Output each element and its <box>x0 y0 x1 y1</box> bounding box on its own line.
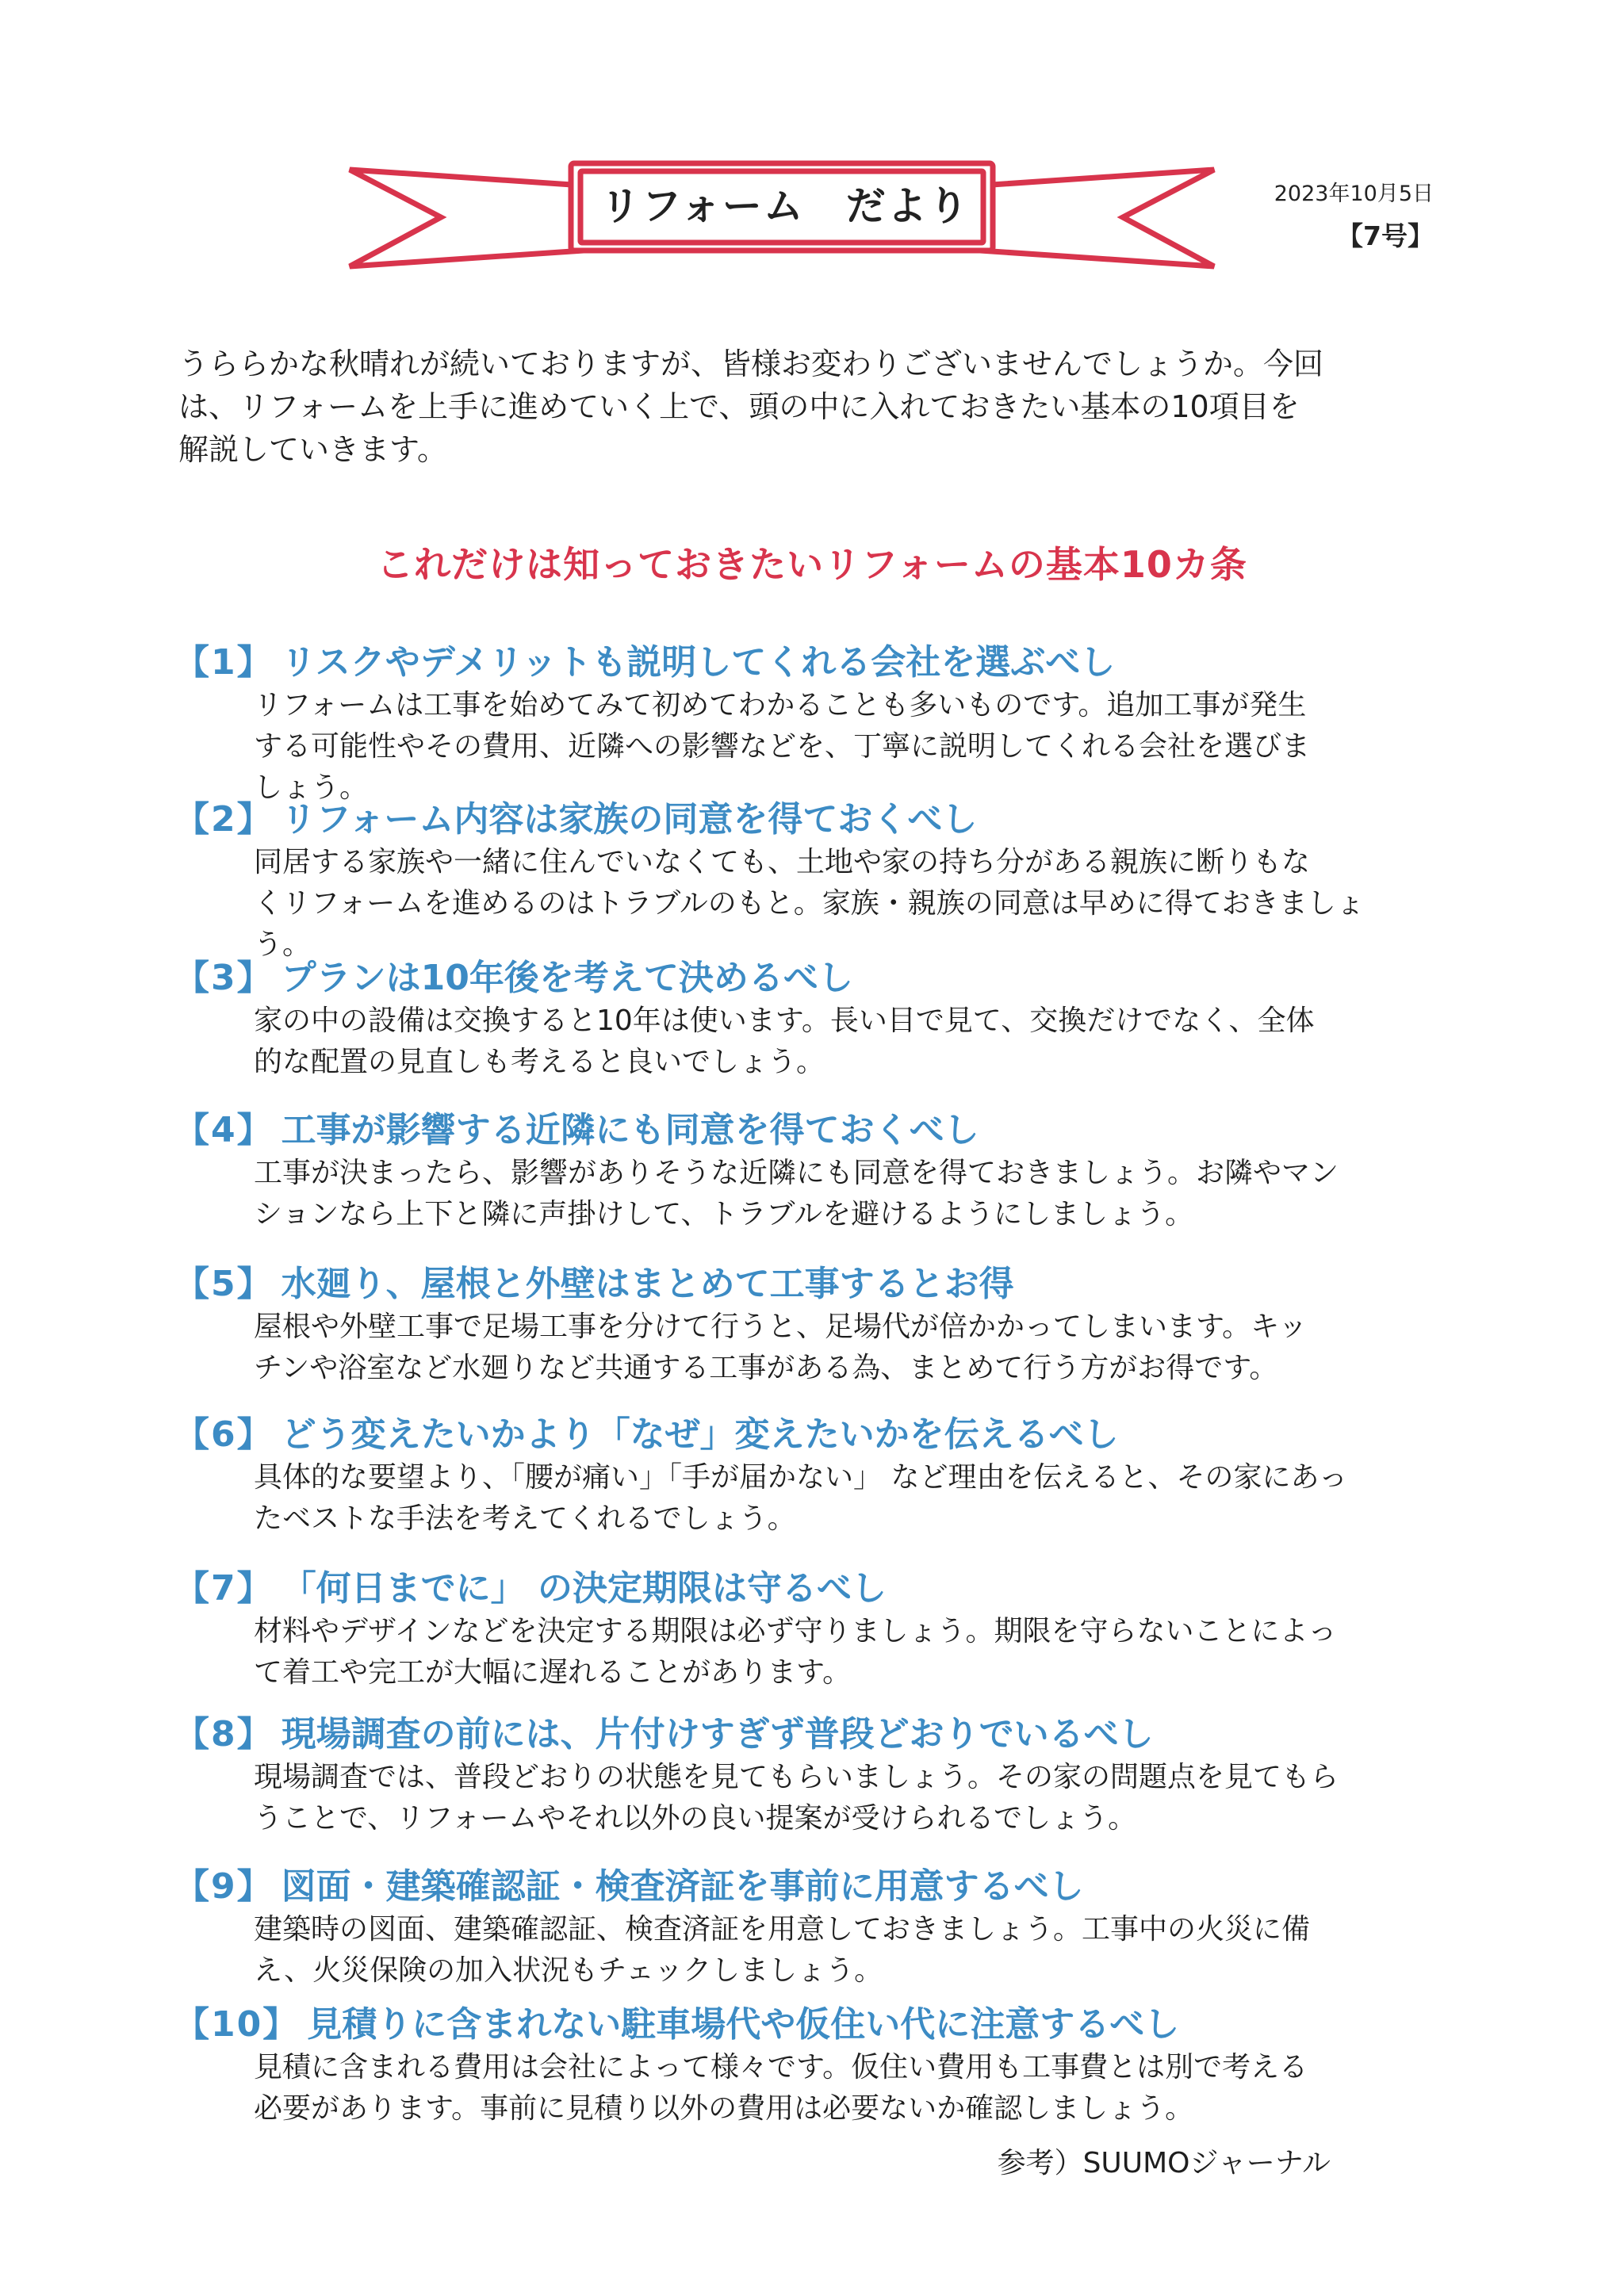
rule-body-line: うことで、リフォームやそれ以外の良い提案が受けられるでしょう。 <box>254 1802 1137 1835</box>
rule-number: 【7】 <box>174 1568 274 1609</box>
rule-body <box>254 1611 1459 1693</box>
rule-body <box>254 685 1459 809</box>
rule-title <box>174 1413 1459 1457</box>
rule-body <box>254 1307 1459 1389</box>
rule-body <box>254 2047 1459 2130</box>
rule-title-text: プランは10年後を考えて決めるべし <box>281 958 853 998</box>
rule-title <box>174 1865 1459 1909</box>
rule-item-8 <box>174 1712 1459 1839</box>
intro-line: うららかな秋晴れが続いておりますが、皆様お変わりございませんでしょうか。今回 <box>178 346 1324 381</box>
rule-title-text: どう変えたいかより「なぜ」変えたいかを伝えるべし <box>281 1414 1119 1455</box>
main-heading: これだけは知っておきたいリフォームの基本10カ条 <box>377 543 1247 586</box>
rule-body <box>254 1909 1459 1992</box>
rule-title-text: 「何日までに」 の決定期限は守るべし <box>281 1568 887 1609</box>
rule-item-4 <box>174 1108 1459 1235</box>
intro-line: 解説していきます。 <box>178 432 447 467</box>
rule-number: 【10】 <box>174 2004 300 2045</box>
rule-title <box>174 641 1459 685</box>
rule-title <box>174 956 1459 1001</box>
issue-number: 【7号】 <box>1337 220 1434 251</box>
rule-title <box>174 1108 1459 1153</box>
rule-body-line: する可能性やその費用、近隣への影響などを、丁寧に説明してくれる会社を選びま <box>254 730 1311 763</box>
rule-title <box>174 1567 1459 1611</box>
rule-title-text: 図面・建築確認証・検査済証を事前に用意するべし <box>281 1866 1084 1907</box>
issue-date: 2023年10月5日 <box>1274 182 1434 206</box>
rule-number: 【4】 <box>174 1110 274 1150</box>
rule-body-line: う。 <box>254 928 312 961</box>
rule-body <box>254 1457 1459 1540</box>
rule-number: 【9】 <box>174 1866 274 1907</box>
rule-body-line: 的な配置の見直しも考えると良いでしょう。 <box>254 1046 825 1078</box>
rule-body <box>254 1001 1459 1083</box>
rule-item-1 <box>174 641 1459 809</box>
rule-number: 【5】 <box>174 1264 274 1304</box>
rule-number: 【3】 <box>174 958 274 998</box>
rule-item-3 <box>174 956 1459 1083</box>
rule-item-7 <box>174 1567 1459 1693</box>
rule-number: 【8】 <box>174 1714 274 1755</box>
rule-body-line: しょう。 <box>254 771 369 804</box>
rule-body-line: 工事が決まったら、影響がありそうな近隣にも同意を得ておきましょう。お隣やマン <box>254 1157 1339 1189</box>
rule-body-line: リフォームは工事を始めてみて初めてわかることも多いものです。追加工事が発生 <box>254 689 1307 721</box>
rule-body-line: 家の中の設備は交換すると10年は使います。長い目で見て、交換だけでなく、全体 <box>254 1004 1315 1037</box>
rule-item-10 <box>174 2003 1459 2130</box>
rule-number: 【1】 <box>174 642 274 683</box>
rule-body-line: 材料やデザインなどを決定する期限は必ず守りましょう。期限を守らないことによっ <box>254 1615 1337 1647</box>
rule-body-line: くリフォームを進めるのはトラブルのもと。家族・親族の同意は早めに得ておきましょ <box>254 887 1365 920</box>
rule-title-text: 工事が影響する近隣にも同意を得ておくべし <box>281 1110 979 1150</box>
rule-body-line: 建築時の図面、建築確認証、検査済証を用意しておきましょう。工事中の火災に備 <box>254 1913 1311 1946</box>
rule-title <box>174 798 1459 842</box>
rule-title-text: リスクやデメリットも説明してくれる会社を選ぶべし <box>281 642 1116 683</box>
intro-paragraph <box>178 342 1447 471</box>
rule-body-line: 具体的な要望より、「腰が痛い」「手が届かない」 など理由を伝えると、その家にあっ <box>254 1461 1348 1494</box>
rule-title-text: 現場調査の前には、片付けすぎず普段どおりでいるべし <box>281 1714 1154 1755</box>
rule-title <box>174 2003 1459 2047</box>
rule-title-text: 見積りに含まれない駐車場代や仮住い代に注意するべし <box>307 2004 1180 2045</box>
rule-body-line: て着工や完工が大幅に遅れることがあります。 <box>254 1656 852 1689</box>
rule-title-text: リフォーム内容は家族の同意を得ておくべし <box>281 799 978 840</box>
rule-body-line: ションなら上下と隣に声掛けして、トラブルを避けるようにしましょう。 <box>254 1198 1194 1230</box>
rule-item-9 <box>174 1865 1459 1992</box>
rule-body-line: え、火災保険の加入状況もチェックしましょう。 <box>254 1954 883 1987</box>
rule-body-line: 見積に含まれる費用は会社によって様々です。仮住い費用も工事費とは別で考える <box>254 2051 1308 2084</box>
rule-body-line: チンや浴室など水廻りなど共通する工事がある為、まとめて行う方がお得です。 <box>254 1352 1278 1384</box>
rule-body <box>254 1757 1459 1839</box>
rule-body-line: 同居する家族や一緒に住んでいなくても、土地や家の持ち分がある親族に断りもな <box>254 846 1311 878</box>
rule-title <box>174 1712 1459 1757</box>
rule-title <box>174 1262 1459 1307</box>
rule-body-line: 現場調査では、普段どおりの状態を見てもらいましょう。その家の問題点を見てもら <box>254 1761 1339 1793</box>
rule-title-text: 水廻り、屋根と外壁はまとめて工事するとお得 <box>281 1264 1014 1304</box>
rule-body-line: 必要があります。事前に見積り以外の費用は必要ないか確認しましょう。 <box>254 2092 1194 2125</box>
rule-number: 【2】 <box>174 799 274 840</box>
rule-item-2 <box>174 798 1459 966</box>
rule-body-line: 屋根や外壁工事で足場工事を分けて行うと、足場代が倍かかってしまいます。キッ <box>254 1311 1308 1343</box>
rule-body-line: たベストな手法を考えてくれるでしょう。 <box>254 1502 796 1535</box>
intro-line: は、リフォームを上手に進めていく上で、頭の中に入れておきたい基本の10項目を <box>178 389 1300 424</box>
rule-item-6 <box>174 1413 1459 1540</box>
rule-number: 【6】 <box>174 1414 274 1455</box>
newsletter-title: リフォーム だより <box>600 183 970 229</box>
source-reference: 参考）SUUMOジャーナル <box>997 2147 1331 2179</box>
rule-body <box>254 842 1459 966</box>
rule-item-5 <box>174 1262 1459 1389</box>
rule-body <box>254 1153 1459 1235</box>
